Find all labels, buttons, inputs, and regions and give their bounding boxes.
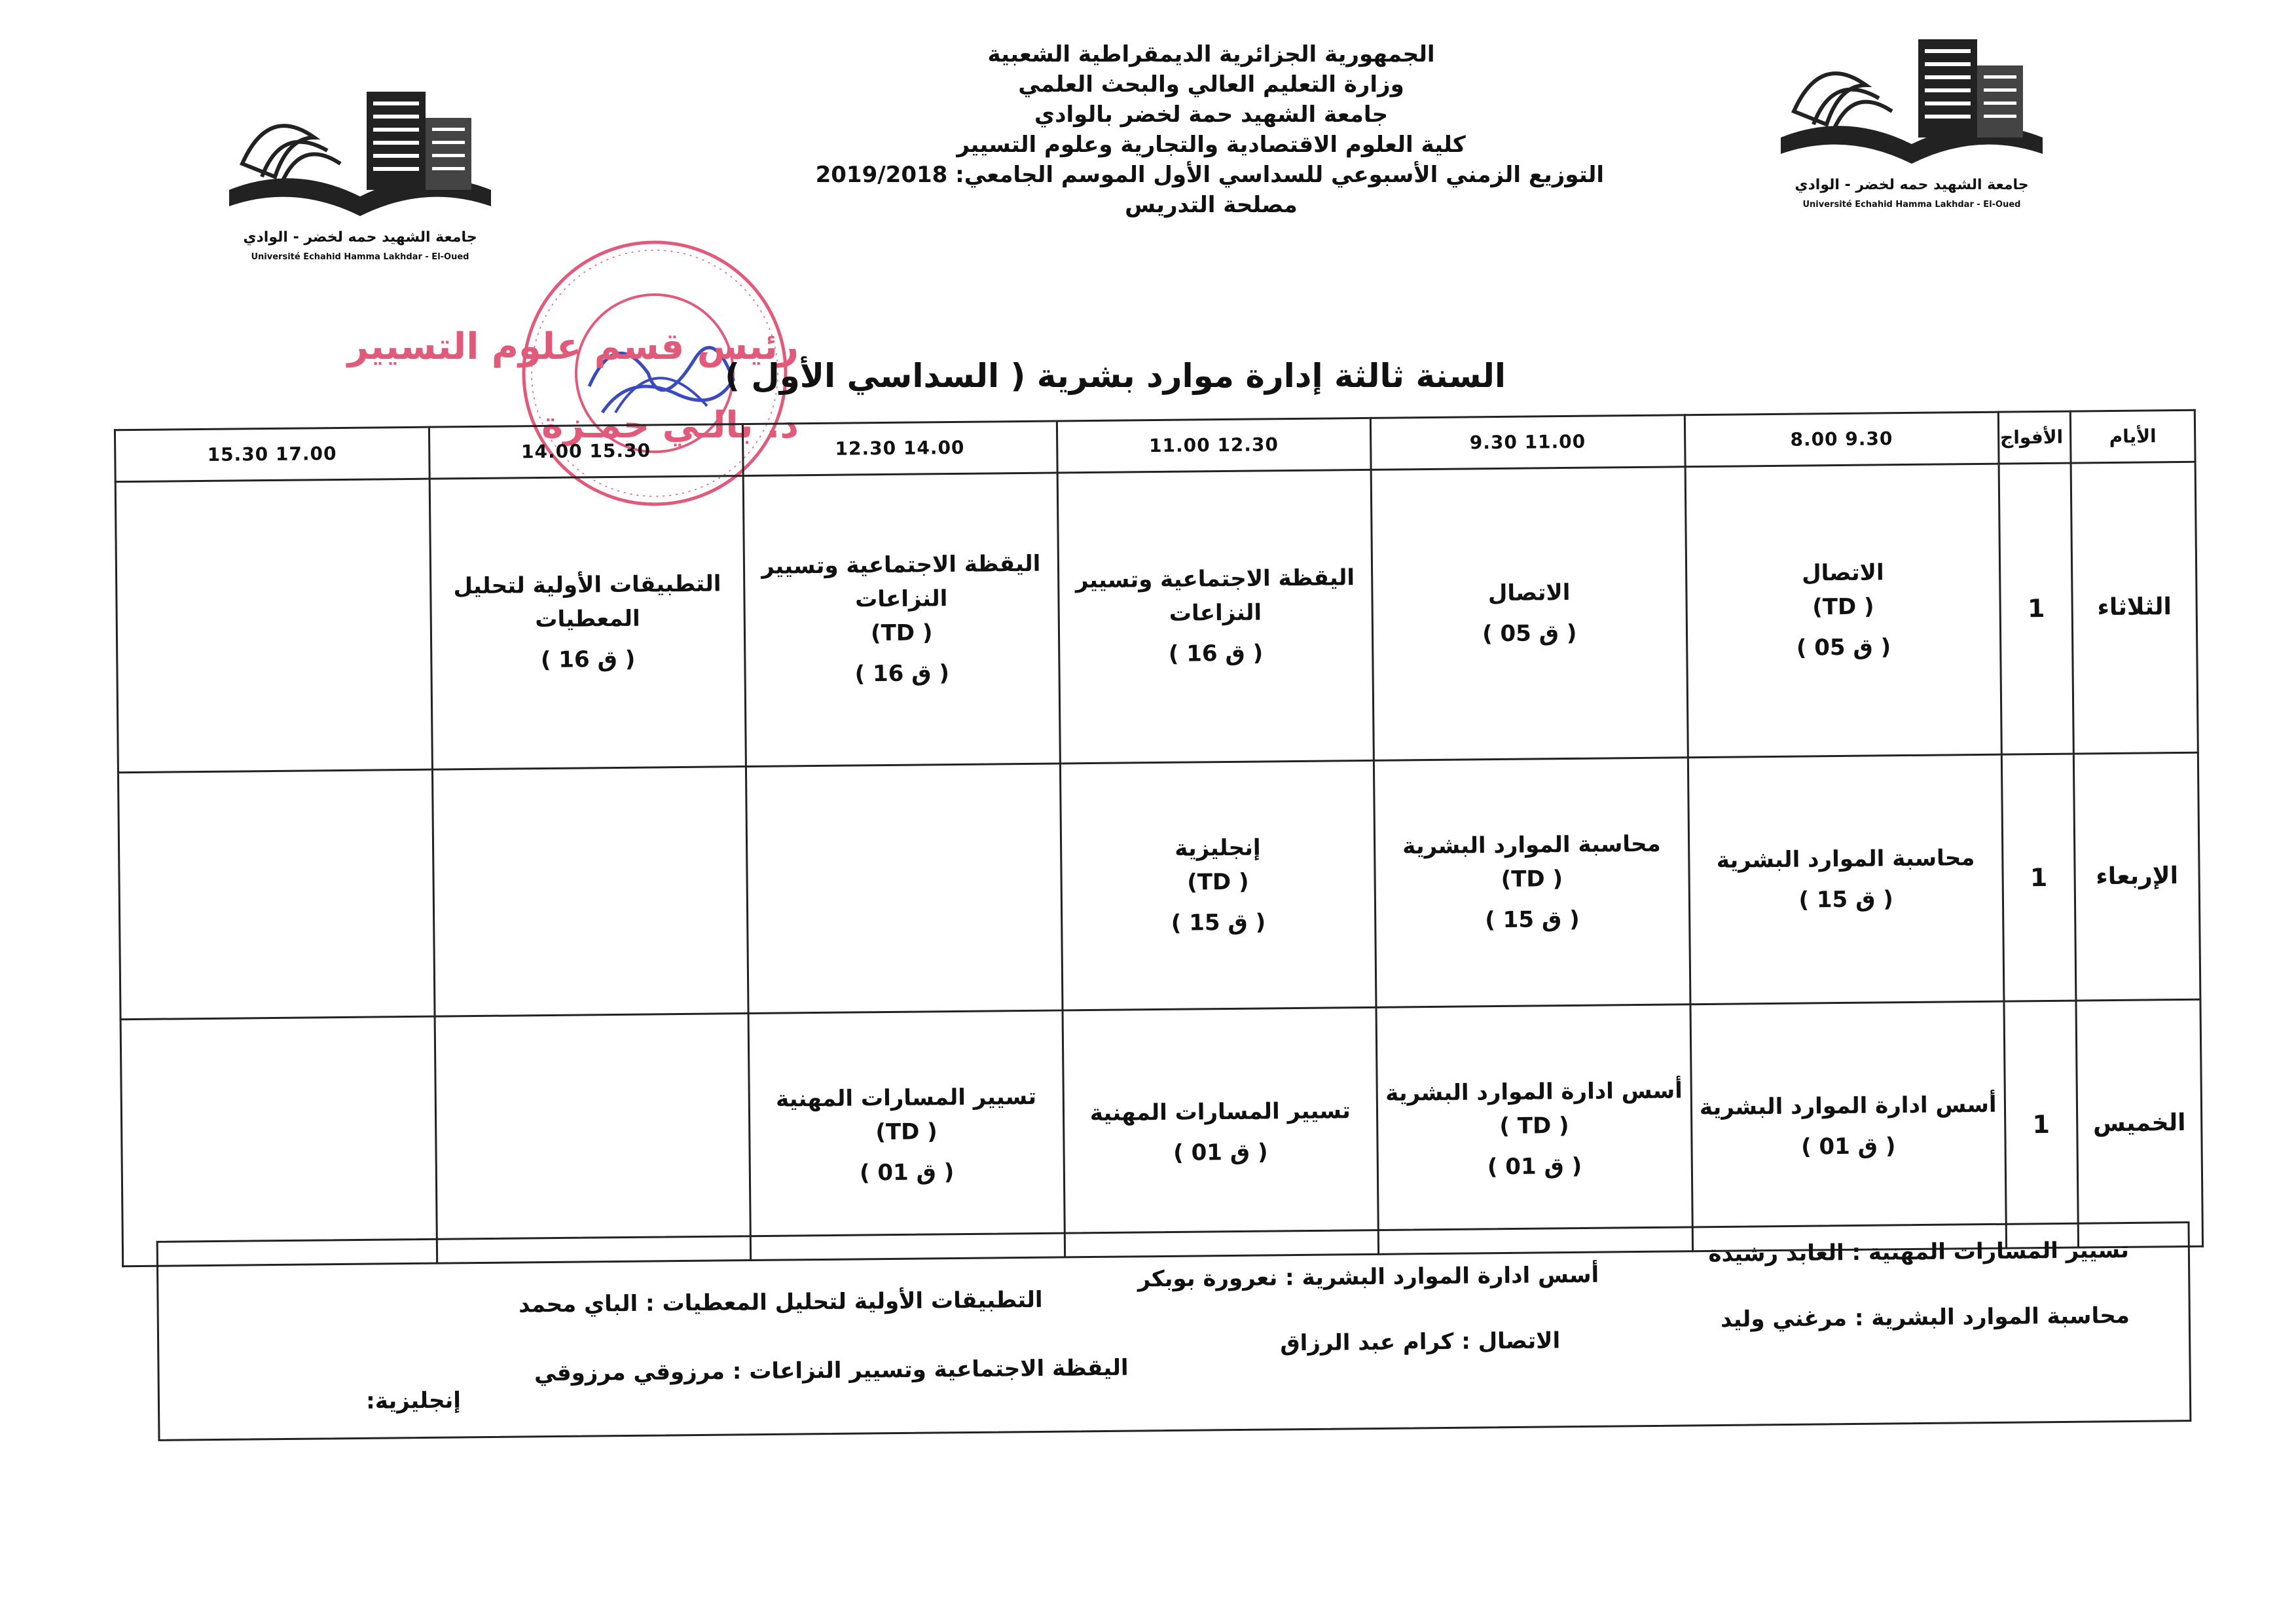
- days-column-header: الأيام: [2070, 410, 2195, 463]
- teacher-entry: إنجليزية:: [365, 1387, 462, 1414]
- header-line: وزارة التعليم العالي والبحث العلمي: [1018, 71, 1404, 98]
- group-cell: 1: [2004, 1001, 2079, 1248]
- teacher-entry: الاتصال : كرام عبد الرزاق: [1280, 1327, 1561, 1357]
- time-slot-header: 8.00 9.30: [1685, 412, 1999, 466]
- time-slot-header: 11.00 12.30: [1057, 418, 1371, 472]
- session-cell: أسس ادارة الموارد البشرية ( ق 01 ): [1690, 1001, 2006, 1251]
- session-cell: [118, 769, 434, 1020]
- building-book-icon: [216, 65, 504, 236]
- time-slot-header: 12.30 14.00: [742, 421, 1057, 475]
- building-book-icon: [1768, 13, 2056, 183]
- session-cell: تسيير المسارات المهنية ( TD) ( ق 01 ): [748, 1010, 1065, 1261]
- table-row: [118, 752, 2200, 1020]
- session-cell: الاتصال ( TD) ( ق 05 ): [1685, 464, 2002, 757]
- schedule-title: السنة ثالثة إدارة موارد بشرية ( السداسي الأول ): [725, 357, 1506, 395]
- session-cell: [435, 1013, 751, 1263]
- time-slot-header: 14.00 15.30: [429, 424, 743, 479]
- day-cell: الثلاثاء: [2071, 462, 2198, 754]
- header-line: جامعة الشهيد حمة لخضر بالوادي: [1034, 101, 1389, 128]
- weekly-timetable: [114, 409, 2204, 1267]
- teacher-entry: محاسبة الموارد البشرية : مرغني وليد: [1720, 1302, 2130, 1333]
- teacher-entry: تسيير المسارات المهنية : العابد رشيدة: [1708, 1236, 2130, 1268]
- university-logo-right: [1768, 13, 2056, 236]
- header-line: كلية العلوم الاقتصادية والتجارية وعلوم التسيير: [957, 132, 1466, 158]
- logo-caption-ar: جامعة الشهيد حمه لخضر - الوادي: [243, 229, 477, 246]
- session-cell: [120, 1016, 437, 1266]
- teacher-entry: أسس ادارة الموارد البشرية : نعرورة بوبكر: [1137, 1261, 1599, 1293]
- teacher-entry: التطبيقات الأولية لتحليل المعطيات : الباي محمد: [518, 1286, 1043, 1318]
- session-cell: [115, 479, 432, 772]
- session-cell: محاسبة الموارد البشرية ( ق 15 ): [1688, 754, 2004, 1005]
- group-cell: 1: [1999, 463, 2073, 754]
- session-cell: اليقظة الاجتماعية وتسيير النزاعات ( ق 16 ): [1057, 470, 1374, 763]
- logo-caption-ar: جامعة الشهيد حمه لخضر - الوادي: [1795, 177, 2029, 193]
- teacher-entry: اليقظة الاجتماعية وتسيير النزاعات : مرزوقي مرزوقي: [534, 1354, 1129, 1387]
- time-slot-header: 15.30 17.00: [115, 427, 429, 481]
- logo-caption-fr: Université Echahid Hamma Lakhdar - El-Oued: [1802, 200, 2021, 210]
- session-cell: محاسبة الموارد البشرية ( TD) ( ق 15 ): [1374, 757, 1690, 1007]
- group-cell: 1: [2001, 754, 2076, 1001]
- session-cell: اليقظة الاجتماعية وتسيير النزاعات ( TD) ( ق 16 ): [743, 473, 1060, 766]
- logo-caption-fr: Université Echahid Hamma Lakhdar - El-Oued: [251, 252, 469, 262]
- university-logo-left: [216, 65, 504, 288]
- teachers-list: [156, 1221, 2192, 1441]
- department-head-title: رئيس قسم علوم التسيير: [347, 325, 799, 368]
- department-head-name: د. بالـي حمـزة: [541, 404, 799, 447]
- session-cell: إنجليزية ( TD) ( ق 15 ): [1060, 760, 1376, 1010]
- session-cell: أسس ادارة الموارد البشرية ( TD ) ( ق 01 ): [1376, 1004, 1692, 1254]
- session-cell: الاتصال ( ق 05 ): [1371, 467, 1688, 760]
- time-slot-header: 9.30 11.00: [1370, 415, 1685, 470]
- table-row: [115, 462, 2198, 772]
- session-cell: [432, 766, 748, 1016]
- session-cell: التطبيقات الأولية لتحليل المعطيات ( ق 16 ): [429, 475, 746, 769]
- document-header: [815, 39, 1604, 220]
- groups-column-header: الأفواج: [1998, 411, 2071, 464]
- header-line: الجمهورية الجزائرية الديمقراطية الشعبية: [987, 41, 1435, 67]
- day-cell: الخميس: [2076, 999, 2203, 1247]
- session-cell: تسيير المسارات المهنية ( ق 01 ): [1063, 1007, 1379, 1257]
- header-line: مصلحة التدريس: [1125, 192, 1298, 218]
- header-line: التوزيع الزمني الأسبوعي للسداسي الأول الموسم الجامعي: 2019/2018: [815, 162, 1604, 188]
- session-cell: [746, 763, 1062, 1013]
- day-cell: الإربعاء: [2073, 752, 2200, 1001]
